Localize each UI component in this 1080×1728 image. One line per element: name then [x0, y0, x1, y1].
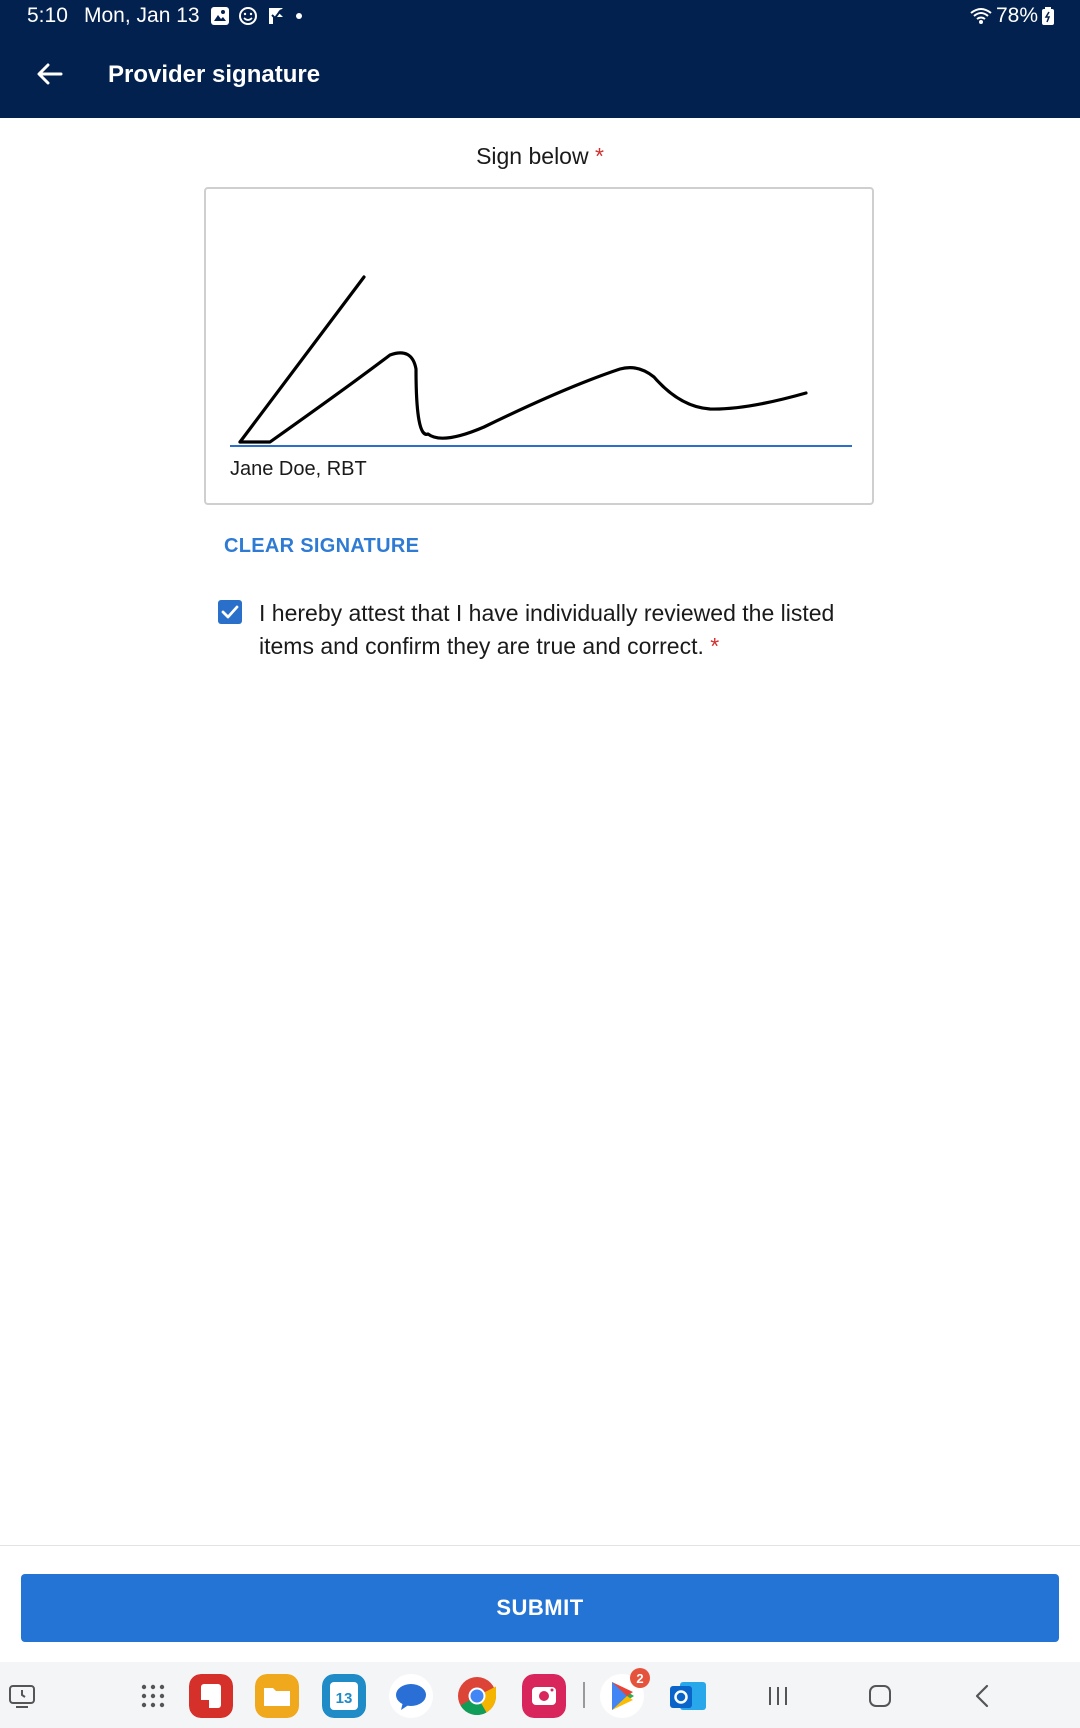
taskbar [0, 1662, 1080, 1728]
submit-button[interactable]: SUBMIT [21, 1574, 1059, 1642]
outlook-app-button[interactable] [666, 1674, 710, 1718]
sign-below-label [0, 143, 1080, 170]
clear-signature-button[interactable]: CLEAR SIGNATURE [224, 535, 420, 557]
camera-app-icon [522, 1674, 566, 1718]
dot-icon [294, 6, 304, 26]
recent-screen-button[interactable] [0, 1674, 44, 1718]
battery-percent: 78% [995, 4, 1038, 27]
app-bar [0, 34, 1080, 118]
attestation-label: I hereby attest that I have individually reviewed the listed items and confirm they are true and correct. [259, 600, 835, 659]
face-icon [238, 6, 258, 26]
page-title: Provider signature [108, 61, 321, 88]
chrome-app-button[interactable] [455, 1674, 499, 1718]
notes-app-icon [189, 1674, 233, 1718]
back-button[interactable] [30, 54, 70, 94]
status-date: Mon, Jan 13 [84, 4, 200, 27]
messages-app-icon [389, 1674, 433, 1718]
arrow-left-icon [37, 63, 63, 85]
taskbar-separator [583, 1682, 585, 1708]
apps-grid-icon [140, 1683, 166, 1709]
footer-divider [0, 1545, 1080, 1546]
back-nav-button[interactable] [960, 1674, 1004, 1718]
calendar-day: 13 [335, 1690, 353, 1707]
calendar-app-button[interactable] [322, 1674, 366, 1718]
status-time: 5:10 [27, 4, 68, 27]
apps-grid-button[interactable] [131, 1674, 175, 1718]
home-nav-button[interactable] [858, 1674, 902, 1718]
gallery-icon [210, 6, 230, 26]
messages-app-button[interactable] [389, 1674, 433, 1718]
sign-label-text: Sign below [476, 143, 589, 169]
calendar-app-icon [322, 1674, 366, 1718]
recents-nav-button[interactable] [756, 1674, 800, 1718]
attestation-text [259, 597, 879, 663]
recent-screen-icon [8, 1683, 36, 1709]
camera-app-button[interactable] [522, 1674, 566, 1718]
files-app-button[interactable] [255, 1674, 299, 1718]
chrome-app-icon [455, 1674, 499, 1718]
outlook-app-icon [666, 1674, 710, 1718]
signature-baseline [230, 445, 852, 447]
play-store-app-button[interactable] [600, 1670, 644, 1718]
signature-pad[interactable] [204, 187, 874, 505]
home-nav-icon [868, 1684, 892, 1708]
attestation-checkbox[interactable] [218, 600, 242, 624]
notes-app-button[interactable] [189, 1674, 233, 1718]
signer-name: Jane Doe, RBT [230, 458, 367, 480]
wifi-icon [970, 7, 992, 25]
checkmark-icon [221, 605, 239, 619]
recents-nav-icon [766, 1685, 790, 1707]
files-app-icon [255, 1674, 299, 1718]
play-store-badge: 2 [630, 1668, 650, 1688]
back-nav-icon [974, 1684, 990, 1708]
required-mark: * [594, 143, 604, 169]
check-flag-icon [266, 6, 286, 26]
status-bar [0, 0, 1080, 34]
required-mark: * [710, 633, 720, 659]
battery-icon [1042, 7, 1054, 25]
